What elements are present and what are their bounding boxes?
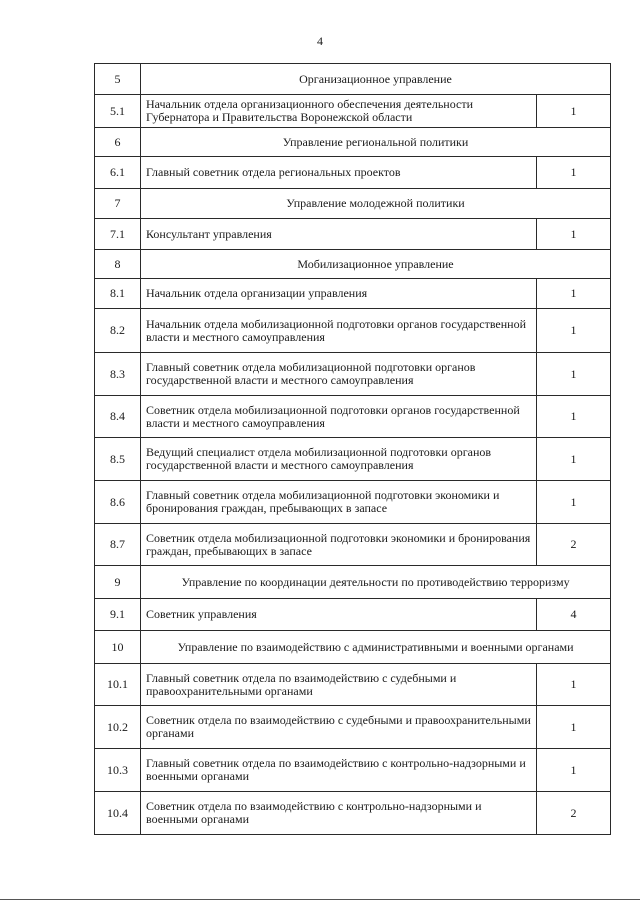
section-title: Управление региональной политики	[141, 128, 611, 157]
row-number: 9.1	[95, 599, 141, 631]
position-count: 1	[536, 664, 610, 706]
row-number: 10.1	[95, 664, 141, 706]
row-number: 5	[95, 64, 141, 95]
position-name: Советник отдела по взаимодействию с контрольно-надзорными и военными органами	[141, 792, 537, 835]
row-number: 8.5	[95, 438, 141, 481]
position-row	[95, 706, 611, 749]
position-row	[95, 481, 611, 524]
position-count: 1	[536, 481, 610, 524]
row-number: 8.6	[95, 481, 141, 524]
position-row	[95, 95, 611, 128]
position-count: 1	[536, 749, 610, 792]
section-title: Управление по координации деятельности по противодействию терроризму	[141, 566, 611, 599]
position-name: Советник отдела мобилизационной подготовки экономики и бронирования граждан, пребывающих в запасе	[141, 524, 537, 566]
position-name: Главный советник отдела мобилизационной подготовки экономики и бронирования граждан, пребывающих в запасе	[141, 481, 537, 524]
row-number: 7.1	[95, 219, 141, 250]
position-row	[95, 353, 611, 396]
position-row	[95, 792, 611, 835]
row-number: 9	[95, 566, 141, 599]
section-title: Управление молодежной политики	[141, 189, 611, 219]
position-row	[95, 749, 611, 792]
staff-table	[94, 63, 611, 835]
section-row	[95, 250, 611, 279]
position-name: Начальник отдела организации управления	[141, 279, 537, 309]
position-row	[95, 219, 611, 250]
position-row	[95, 664, 611, 706]
row-number: 6.1	[95, 157, 141, 189]
position-name: Главный советник отдела по взаимодействию с судебными и правоохранительными органами	[141, 664, 537, 706]
section-title: Мобилизационное управление	[141, 250, 611, 279]
position-row	[95, 438, 611, 481]
row-number: 10.4	[95, 792, 141, 835]
position-count: 2	[536, 524, 610, 566]
position-row	[95, 309, 611, 353]
position-name: Главный советник отдела мобилизационной подготовки органов государственной власти и местного самоуправления	[141, 353, 537, 396]
position-name: Начальник отдела мобилизационной подготовки органов государственной власти и местного самоуправления	[141, 309, 537, 353]
position-row	[95, 524, 611, 566]
position-row	[95, 396, 611, 438]
position-count: 1	[536, 706, 610, 749]
section-row	[95, 631, 611, 664]
position-name: Главный советник отдела региональных проектов	[141, 157, 537, 189]
position-name: Начальник отдела организационного обеспечения деятельности Губернатора и Правительства Воронежской области	[141, 95, 537, 128]
section-row	[95, 189, 611, 219]
row-number: 10	[95, 631, 141, 664]
position-name: Советник отдела по взаимодействию с судебными и правоохранительными органами	[141, 706, 537, 749]
position-name: Советник отдела мобилизационной подготовки органов государственной власти и местного самоуправления	[141, 396, 537, 438]
position-row	[95, 599, 611, 631]
position-count: 4	[536, 599, 610, 631]
row-number: 8.3	[95, 353, 141, 396]
position-row	[95, 279, 611, 309]
page-number: 4	[317, 34, 323, 48]
row-number: 5.1	[95, 95, 141, 128]
position-count: 2	[536, 792, 610, 835]
row-number: 8.7	[95, 524, 141, 566]
position-name: Главный советник отдела по взаимодействию с контрольно-надзорными и военными органами	[141, 749, 537, 792]
section-row	[95, 566, 611, 599]
position-name: Консультант управления	[141, 219, 537, 250]
row-number: 6	[95, 128, 141, 157]
row-number: 7	[95, 189, 141, 219]
row-number: 8.4	[95, 396, 141, 438]
position-count: 1	[536, 353, 610, 396]
row-number: 10.3	[95, 749, 141, 792]
row-number: 8.1	[95, 279, 141, 309]
row-number: 8	[95, 250, 141, 279]
position-count: 1	[536, 438, 610, 481]
section-row	[95, 64, 611, 95]
position-name: Советник управления	[141, 599, 537, 631]
section-row	[95, 128, 611, 157]
position-count: 1	[536, 157, 610, 189]
position-count: 1	[536, 279, 610, 309]
position-count: 1	[536, 95, 610, 128]
section-title: Организационное управление	[141, 64, 611, 95]
bottom-rule	[0, 899, 640, 900]
row-number: 8.2	[95, 309, 141, 353]
position-count: 1	[536, 309, 610, 353]
section-title: Управление по взаимодействию с административными и военными органами	[141, 631, 611, 664]
row-number: 10.2	[95, 706, 141, 749]
position-row	[95, 157, 611, 189]
position-count: 1	[536, 396, 610, 438]
position-name: Ведущий специалист отдела мобилизационной подготовки органов государственной власти и местного самоуправления	[141, 438, 537, 481]
position-count: 1	[536, 219, 610, 250]
